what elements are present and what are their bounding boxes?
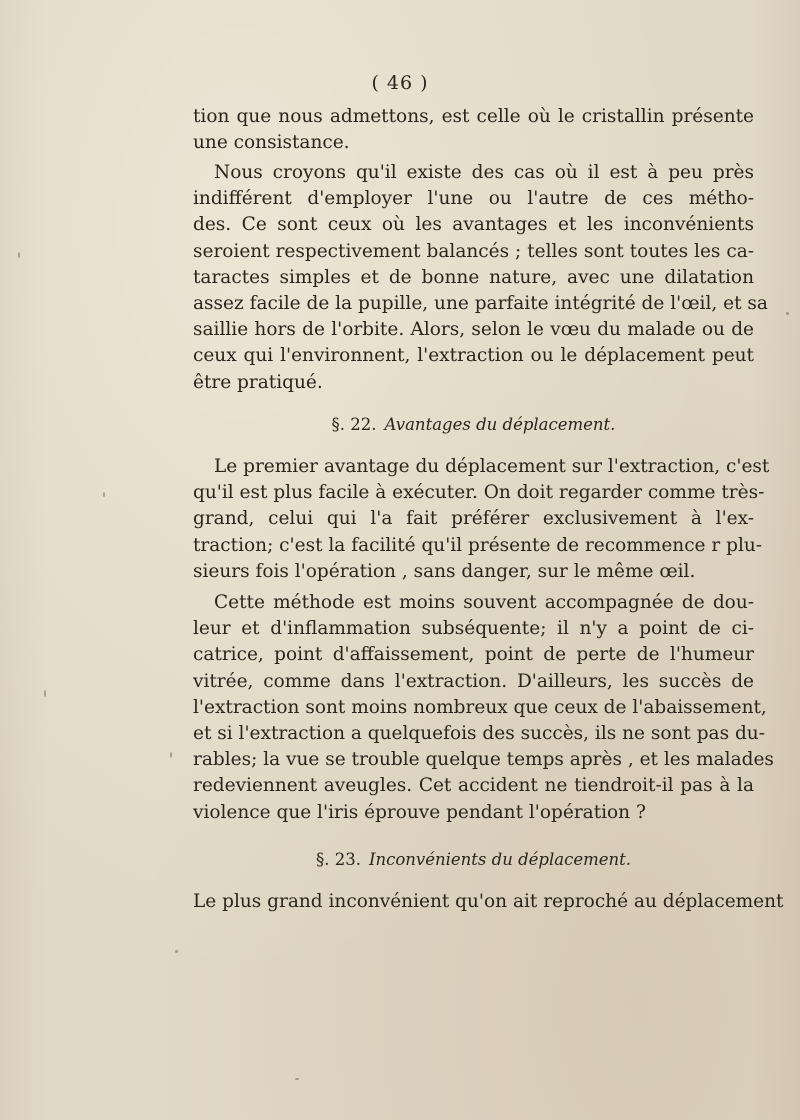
- paper-speck: [18, 252, 20, 258]
- text-line: violence que l'iris éprouve pendant l'opération ?: [193, 801, 646, 823]
- text-line: Cette méthode est moins souvent accompagnée de dou-: [214, 592, 754, 613]
- text-line: tion que nous admettons, est celle où le cristallin présente: [193, 106, 754, 127]
- paragraph-continuation: [193, 104, 754, 156]
- paragraph: [193, 889, 784, 915]
- text-line: traction; c'est la facilité qu'il présente de recommence r plu-: [193, 534, 763, 556]
- text-line: catrice, point d'affaissement, point de perte de l'humeur: [193, 644, 754, 666]
- paper-speck: [295, 1078, 299, 1080]
- paper-speck: [103, 492, 105, 497]
- paragraph: [193, 590, 774, 826]
- text-line: être pratiqué.: [193, 371, 323, 393]
- section-title: Inconvénients du déplacement.: [368, 850, 631, 869]
- paragraph: [193, 454, 770, 585]
- text-line: ceux qui l'environnent, l'extraction ou le déplacement peut: [193, 345, 754, 367]
- paper-speck: [175, 950, 178, 953]
- paragraph: [193, 160, 768, 396]
- page-number: ( 46 ): [371, 72, 429, 94]
- text-line: Nous croyons qu'il existe des cas où il est à peu près: [214, 162, 754, 183]
- text-line: Le plus grand inconvénient qu'on ait reproché au déplacement: [193, 891, 784, 912]
- paper-speck: [170, 752, 172, 758]
- text-line: l'extraction sont moins nombreux que ceux de l'abaissement,: [193, 696, 767, 718]
- text-line: Le premier avantage du déplacement sur l'extraction, c'est: [214, 456, 770, 477]
- text-line: redeviennent aveugles. Cet accident ne tiendroit-il pas à la: [193, 775, 754, 797]
- text-line: grand, celui qui l'a fait préférer exclusivement à l'ex-: [193, 508, 754, 530]
- text-line: assez facile de la pupille, une parfaite intégrité de l'œil, et sa: [193, 292, 768, 314]
- section-heading: [193, 850, 754, 869]
- paper-speck: [786, 312, 789, 315]
- text-line: saillie hors de l'orbite. Alors, selon le vœu du malade ou de: [193, 319, 754, 341]
- section-number: §. 22.: [331, 415, 377, 434]
- text-line: qu'il est plus facile à exécuter. On doit regarder comme très-: [193, 482, 765, 504]
- text-line: vitrée, comme dans l'extraction. D'ailleurs, les succès de: [193, 670, 754, 692]
- text-line: une consistance.: [193, 132, 350, 154]
- section-title: Avantages du déplacement.: [384, 415, 616, 434]
- section-number: §. 23.: [315, 850, 361, 869]
- text-line: des. Ce sont ceux où les avantages et les inconvénients: [193, 214, 754, 236]
- text-line: seroient respectivement balancés ; telles sont toutes les ca-: [193, 240, 754, 262]
- text-line: indifférent d'employer l'une ou l'autre de ces métho-: [193, 188, 754, 210]
- text-line: sieurs fois l'opération , sans danger, sur le même œil.: [193, 560, 696, 582]
- paper-speck: [44, 690, 46, 697]
- text-line: taractes simples et de bonne nature, avec une dilatation: [193, 266, 754, 288]
- text-line: rables; la vue se trouble quelque temps après , et les malades: [193, 749, 774, 771]
- section-heading: [193, 415, 754, 434]
- text-line: leur et d'inflammation subséquente; il n'y a point de ci-: [193, 618, 754, 640]
- text-line: et si l'extraction a quelquefois des succès, ils ne sont pas du-: [193, 722, 765, 744]
